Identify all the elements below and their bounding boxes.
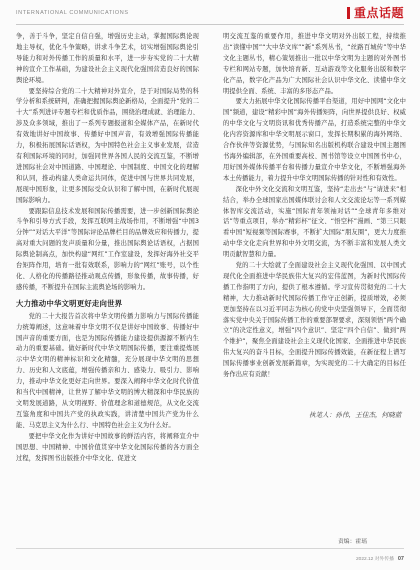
paragraph: 深化中外文化交流和文明互鉴，坚持“走出去”与“请进来”相结合，举办全球国家出国媒体联讨会和人文交流论坛等一系列媒体智库交流活动，实施“国际青年领袖对话”“全球青年多维对话”等重点项目，举办“精彩杯”征文、“悟空杯”漫画、“第三只眼看中国”短视频等国际赛事，不断扩大国际“朋友圈”，更大力度推动中华文化走向世界和中外文明交流，为不断丰富和发展人类文明贡献智慧和力量。 <box>223 185 406 259</box>
editor-credit: 责编：霍瑶 <box>338 539 367 545</box>
paragraph: 明交流互鉴的重要作用，推进中华文明对外出版工程，持续推出“读懂中国”“大中华文库”“新”系列丛书，“丝路百城传”等中华文化主题丛书，精心策划推出一批以中华文明为主题的对外图书专栏和网站专题，加快培育新、互动游戏等文化服务出版和数字化产品，数字化产品为广大国际社会认识中华文化、读懂中华文明提供全面、系统、丰富的多形态产品。 <box>223 33 406 95</box>
issue-label: 2022.12 对外传播 <box>356 557 394 562</box>
paragraph: 要坚持综合党的二十大精神对外宣介，是于对国际局势的科学分析和系统研判，准确把握国际舆论新格局，全面提升“党的二十大”系列进评专题专栏和优质作品，围绕治理成就、治理能力、涉及众多领域，推出了一系列专题报道和全媒体产品，在新时代有效地讲好中国故事、传播好中国声音，有效增强国际传播能力，积极拓展国际话语权，为中国特色社会主义事业发展，营造有利国际环境的同时，加强同世界各国人民的交流互鉴，不断增进国际社会对中国道路、中国理论、中国制度、中国文化的理解和认同，推动构建人类命运共同体，促进中国与世界共同发展，展现中国形象，让更多国际受众认识和了解中国，在新时代展现国际影响力。 <box>16 87 199 204</box>
topic-badge <box>347 4 404 21</box>
paragraph: 争，善于斗争，坚定自信自强，增强历史主动，掌握国际舆论现地主导权，优化斗争策略，讲求斗争艺术，切实增强国际舆论引导能力和对外传播工作的质量和水平，进一步夯实党的二十大精神的宣介工作基础，为建设社会主义现代化强国营造良好的国际舆论环境。 <box>16 33 199 84</box>
authors-signature: 执笔人：孙伟，王佳杰，何晓蓝 <box>309 411 402 419</box>
paragraph: 党的二十大报告首次将中华文明传播力影响力与国际传播能力统筹阐述，这意味着中华文明不仅是讲好中国故事、传播好中国声音的重要方面，也是为国际传播能力建设提供源源不断内生动力的重要基础。做好新时代中华文明国际传播，要注重提炼展示中华文明的精神标识和文化精髓，充分展现中华文明的思想力、历史和人文底蕴，增强传播亲和力、感染力、吸引力、影响力，推动中华文化更好走向世界。要深入阐释中华文化时代价值和当代中国精神，让世界了解中华文明的博大精深和中华民族的文明发展道路，从文明视野、价值理念和道德规范，从文化交流互鉴角度和中国共产党的执政实践，讲清楚中国共产党为什么能、马克思主义为什么行、中国特色社会主义为什么好。 <box>16 312 199 429</box>
paragraph: 党的二十大绘就了全面建设社会主义现代化强国、以中国式现代化全面推进中华民族伟大复兴的宏伟蓝图，为新时代国际传播工作指明了方向，提供了根本遵循。学习宣传贯彻党的二十大精神，大力推动新时代国际传播工作守正创新，提质增效，必须更加坚持在以习近平同志为核心的党中央坚强领导下，全面贯彻落实党中央关于国际传播工作的重要部署要求，深刻领悟“两个确立”的决定性意义，增强“四个意识”、坚定“四个自信”、做到“两个维护”，聚焦全面建设社会主义现代化国家、全面推进中华民族伟大复兴的奋斗目标，全面提升国际传播效能，在新征程上谱写国际传播事业创新发展新篇章，为实现党的二十大确定的目标任务作出应有贡献！ <box>223 262 406 379</box>
header-divider <box>16 24 404 25</box>
left-column <box>16 32 199 464</box>
section-heading: 大力推动中华文明更好走向世界 <box>16 298 123 308</box>
page-number: 07 <box>397 555 404 562</box>
paragraph: 要大力拓展中华文化国际传播平台渠道，用好中国网“文化中国”频道，建设“精彩中国”海外传播矩阵，向世界提供良好、权威的中华文化与文明资讯和优秀传播产品，打造系统完整的中华文化内容资源库和中华文明展示窗口，发挥长期积累的海外网络、合作伙伴等资源优势，与国际知名出版机构联合建设中国主题图书海外编辑部，在外国重要高校、图书馆等设立中国图书中心，用好国外媒体传播平台和传播力量宣介中华文化，不断增强海外本土传播能力，着力提升中华文明国际传播的针对性和有效性。 <box>223 98 406 182</box>
page-header <box>0 0 420 26</box>
paragraph: 要跟踪信息技术发展和国际传播需要，进一步创新国际舆论斗争和引导方式手段，发挥互联网主战场作用，不断增强“中国3分钟”“对话大平洋”等国际评论品牌栏目的品牌效应和传播力，提高对重大问题的发声质量和分量，推出国际舆论话语权，占据国际舆论制高点，加快构建“网红”工作室建设，发挥好海外社交平台矩阵作用，培育一批有效联系，影响力的“网红”账号，以个性化、人格化的传播路径推动观点传播，形象传播，故事传播，好感传播，不断提升在国际主流舆论场的影响力。 <box>16 207 199 291</box>
section-label: INTERNATIONAL COMMUNICATIONS <box>16 10 129 16</box>
footer-divider <box>16 548 404 549</box>
topic-accent-bar <box>347 7 350 19</box>
right-column <box>223 32 406 381</box>
page-footer <box>356 555 404 562</box>
paragraph: 要把中华文化作为讲好中国故事的鲜活内容，将阐释宣介中国思想、中国精神、中国价值贯穿中华文化国际传播的各方面全过程，发挥图书出版推介中华文化、促进文 <box>16 432 199 462</box>
topic-title: 重点话题 <box>353 6 404 20</box>
